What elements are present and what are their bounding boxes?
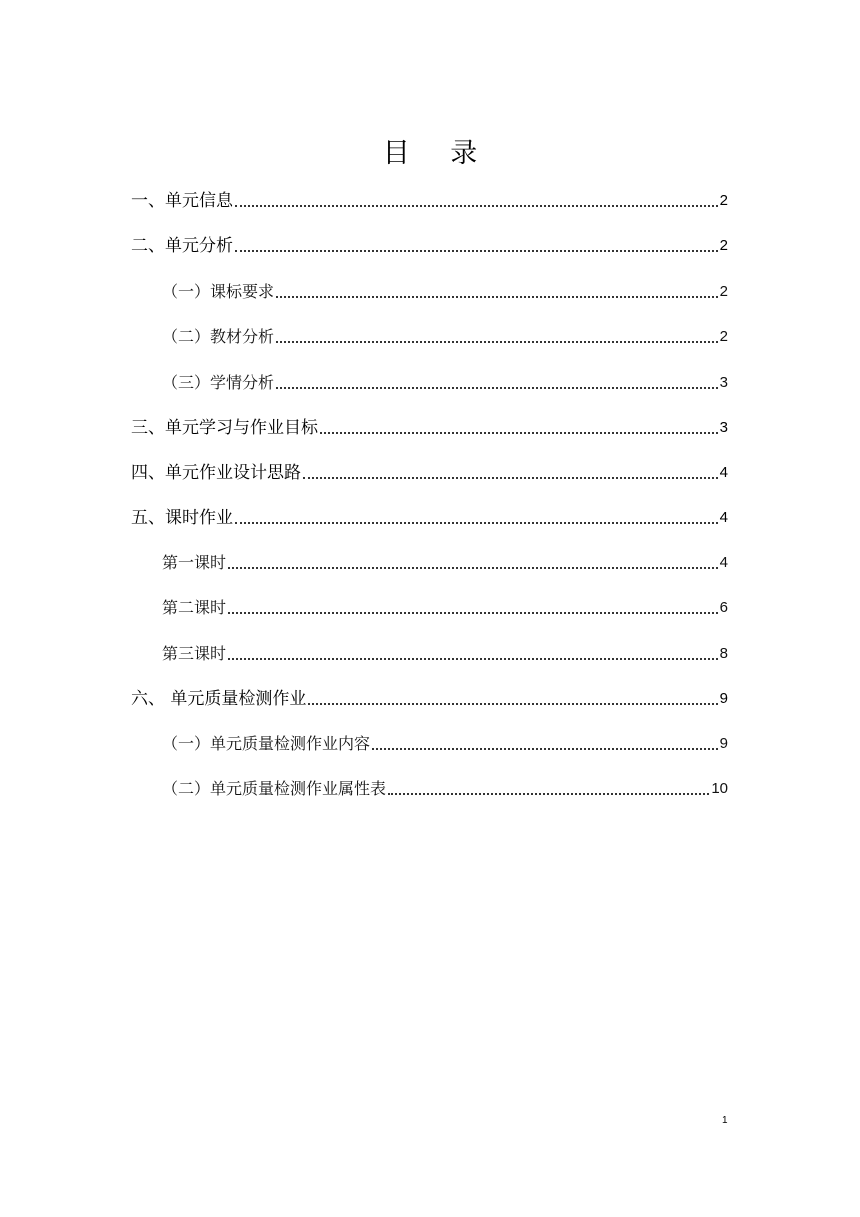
toc-entry-curriculum-requirements[interactable] [162,279,728,303]
toc-entry-lesson-1[interactable] [162,550,728,574]
toc-page-number: 2 [719,328,728,345]
toc-page-number: 2 [719,192,728,209]
toc-entry-text: （三）学情分析 [162,373,275,392]
toc-page-number: 9 [719,735,728,752]
toc-entry-design-ideas[interactable] [131,460,728,484]
toc-entry-text: 第一课时 [162,553,227,572]
toc-page-number: 4 [719,509,728,526]
toc-entry-text: 五、课时作业 [131,508,233,528]
dot-leader [388,793,709,795]
toc-entry-text: 第二课时 [162,598,227,617]
toc-entry-text: （一）单元质量检测作业内容 [162,734,371,753]
toc-page-number: 9 [719,690,728,707]
toc-entry-student-analysis[interactable] [162,370,728,394]
toc-entry-text: 一、单元信息 [131,191,233,211]
toc-entry-quality-test-content[interactable] [162,731,728,755]
toc-entry-text: 第三课时 [162,644,227,663]
dot-leader [235,205,718,207]
toc-entry-lesson-2[interactable] [162,595,728,619]
toc-entry-text: 二、单元分析 [131,236,233,256]
dot-leader [228,612,718,614]
dot-leader [235,522,718,524]
page-number: 1 [722,1115,728,1126]
toc-entry-quality-test[interactable] [131,686,728,710]
toc-entry-text: 四、单元作业设计思路 [131,463,301,483]
toc-entry-text: （二）单元质量检测作业属性表 [162,779,387,798]
toc-page-number: 4 [719,464,728,481]
dot-leader [372,748,718,750]
dot-leader [276,341,718,343]
toc-entry-text: （一）课标要求 [162,282,275,301]
dot-leader [235,250,718,252]
dot-leader [228,658,718,660]
dot-leader [276,296,718,298]
toc-entry-lesson-homework[interactable] [131,505,728,529]
toc-page-number: 2 [719,237,728,254]
dot-leader [303,477,718,479]
page-title: 目 录 [382,138,494,169]
toc-page-number: 3 [719,374,728,391]
dot-leader [228,567,718,569]
dot-leader [276,387,718,389]
toc-entry-quality-test-attributes[interactable] [162,776,728,800]
toc-page-number: 6 [719,599,728,616]
toc-entry-text: 三、单元学习与作业目标 [131,418,318,438]
dot-leader [320,432,718,434]
toc-page-number: 4 [719,554,728,571]
toc-page-number: 10 [711,780,728,797]
toc-entry-textbook-analysis[interactable] [162,324,728,348]
toc-entry-learning-goals[interactable] [131,415,728,439]
toc-entry-text: （二）教材分析 [162,327,275,346]
toc-page-number: 2 [719,283,728,300]
dot-leader [308,703,717,705]
toc-entry-unit-info[interactable] [131,188,728,212]
toc-entry-unit-analysis[interactable] [131,233,728,257]
toc-page-number: 3 [719,419,728,436]
toc-entry-lesson-3[interactable] [162,641,728,665]
toc-page-number: 8 [719,645,728,662]
toc-entry-text: 六、 单元质量检测作业 [131,689,307,709]
